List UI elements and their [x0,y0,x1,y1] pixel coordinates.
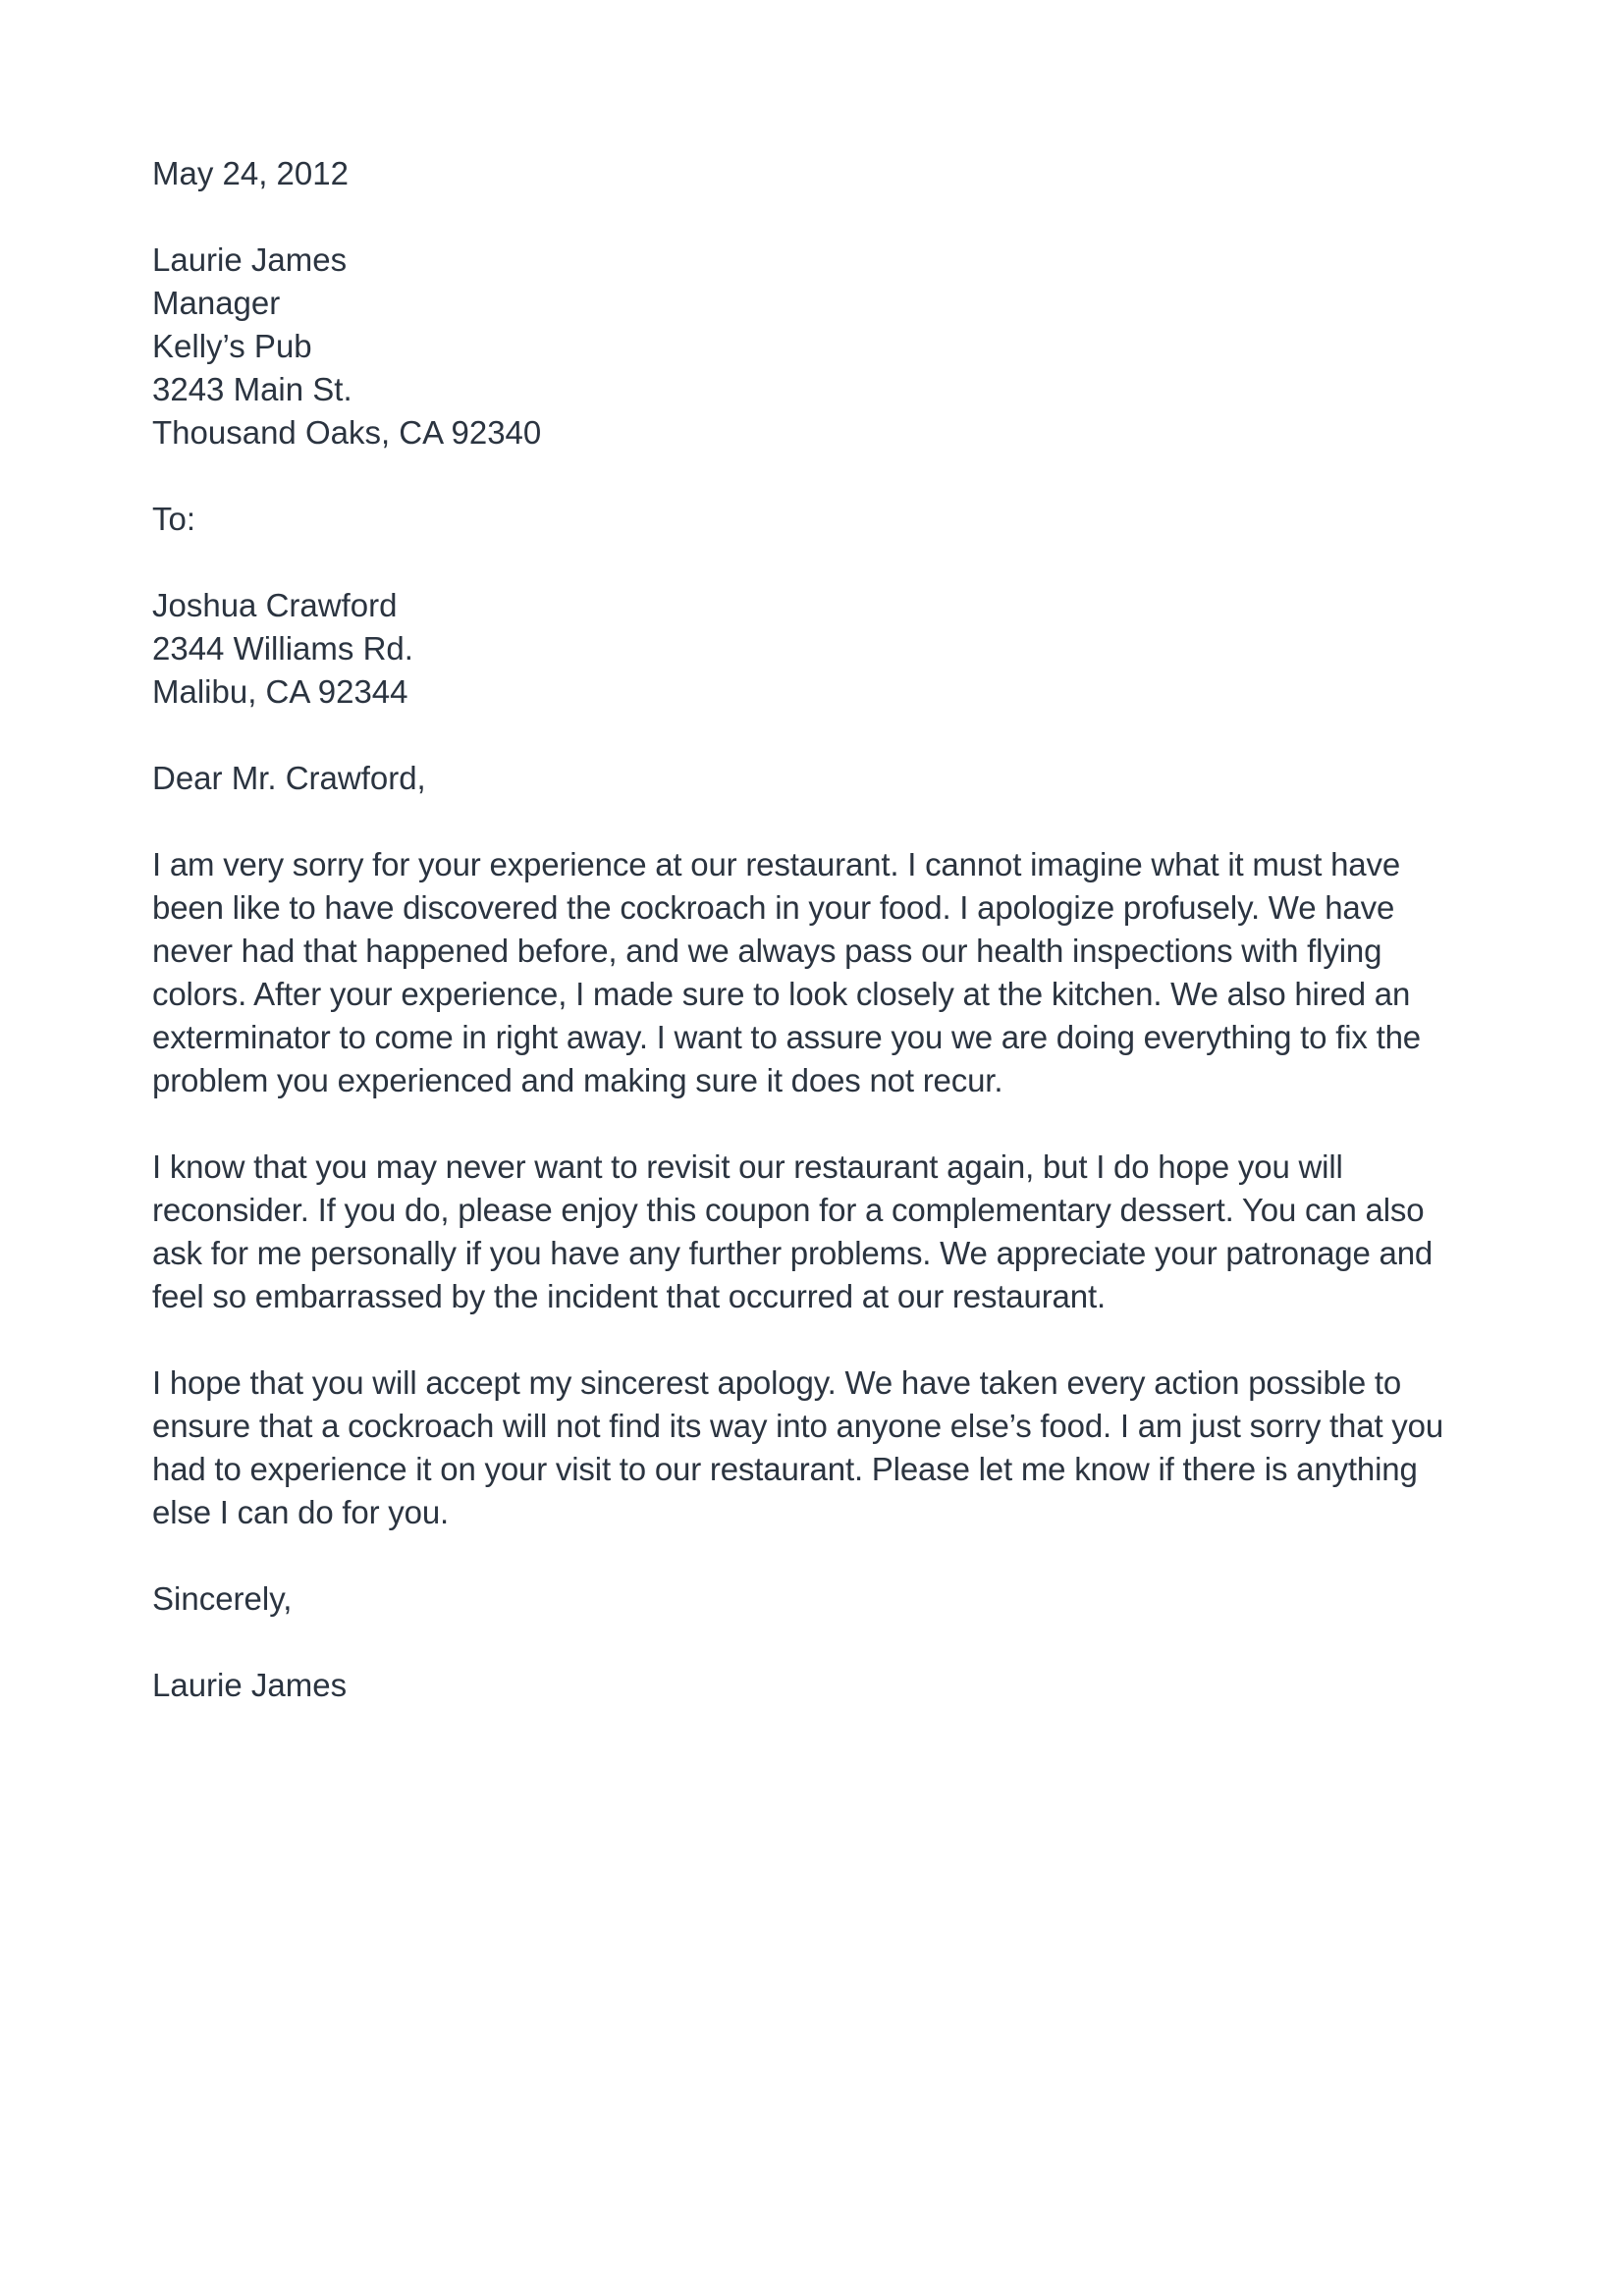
signature-name: Laurie James [152,1667,348,1703]
body-paragraph-1: I am very sorry for your experience at our restaurant. I cannot imagine what it must have been like to have discovered the cockroach in your food. I apologize profusely. We have never had that happened before, and we always pass our health inspections with flying colors. After your experience, I made sure to look closely at the kitchen. We also hired an exterminator to come in right away. I want to assure you we are doing everything to fix the problem you experienced and making sure it does not recur. [152,846,1421,1098]
letter-body [152,152,1463,1707]
closing-salutation: Sincerely, [152,1580,293,1617]
to-label-block [152,498,1463,541]
recipient-city-state-zip: Malibu, CA 92344 [152,673,408,710]
salutation-block [152,757,1463,800]
date-block [152,152,1463,195]
sender-address-block [152,239,1463,454]
body-paragraph-2: I know that you may never want to revisit our restaurant again, but I do hope you will reconsider. If you do, please enjoy this coupon for a complementary dessert. You can also ask for me personally if you have any further problems. We appreciate your patronage and feel so embarrassed by the incident that occurred at our restaurant. [152,1148,1434,1314]
closing-block [152,1577,1463,1621]
body-paragraph-3: I hope that you will accept my sincerest apology. We have taken every action possible to ensure that a cockroach will not find its way into anyone else’s food. I am just sorry that you had to experience it on your visit to our restaurant. Please let me know if there is anything else I can do for you. [152,1364,1444,1530]
sender-city-state-zip: Thousand Oaks, CA 92340 [152,414,542,451]
sender-name: Laurie James [152,241,348,278]
sender-title: Manager [152,285,281,321]
recipient-name: Joshua Crawford [152,587,398,623]
recipient-address-block [152,584,1463,714]
signature-block [152,1664,1463,1707]
recipient-street: 2344 Williams Rd. [152,630,413,667]
sender-company: Kelly’s Pub [152,328,312,364]
to-label: To: [152,501,196,537]
letter-date: May 24, 2012 [152,155,349,191]
sender-street: 3243 Main St. [152,371,352,407]
salutation: Dear Mr. Crawford, [152,760,426,796]
